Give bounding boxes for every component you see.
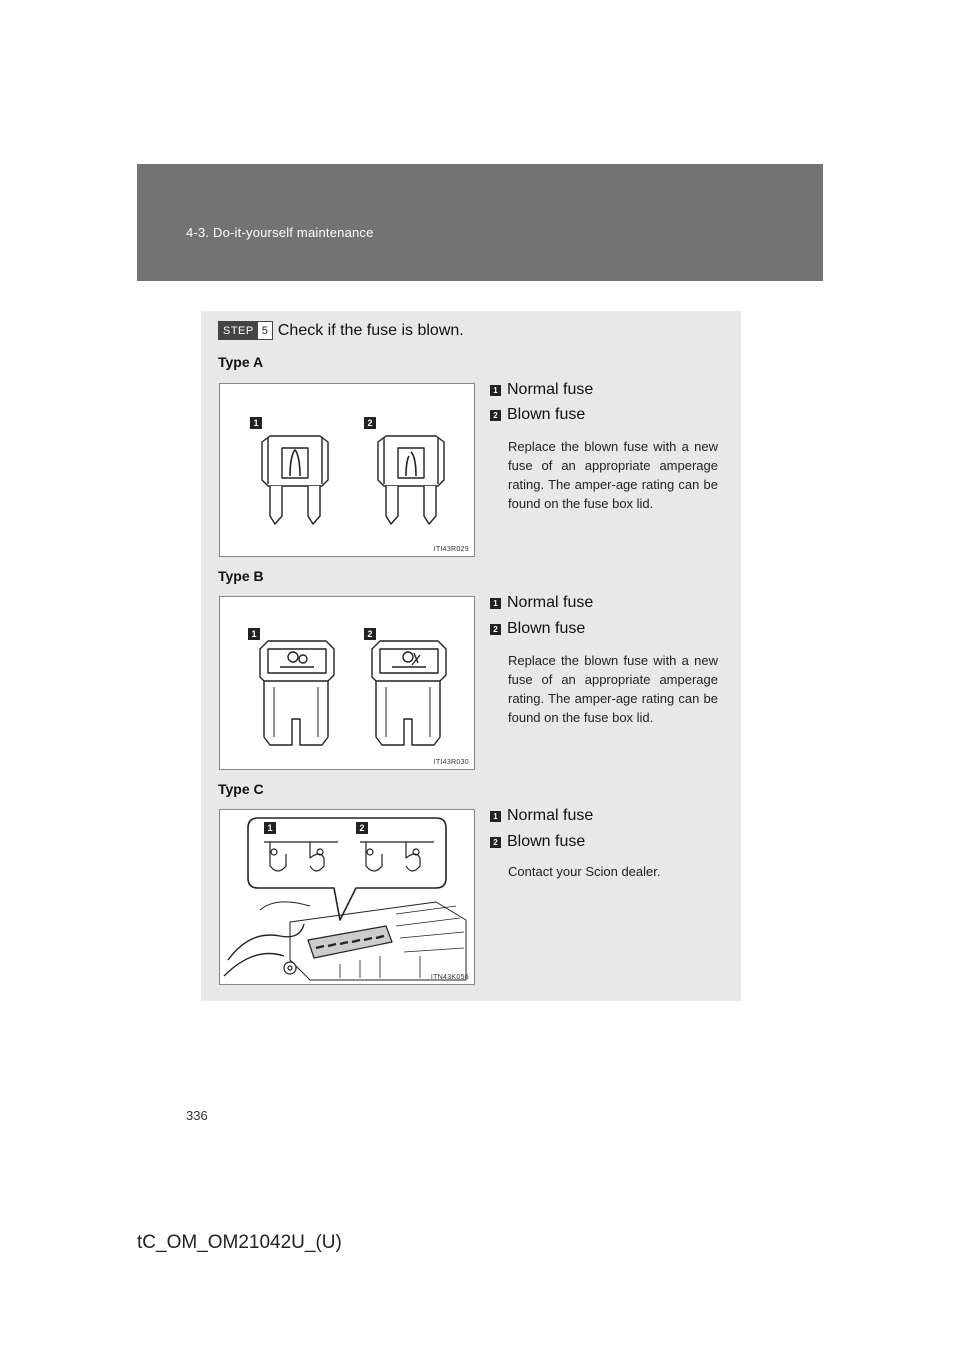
- type-c-note: Contact your Scion dealer.: [508, 864, 661, 879]
- step-badge: [218, 321, 273, 340]
- fuse-box-illustration: [220, 810, 474, 984]
- type-a-figure: [219, 383, 475, 557]
- type-c-figure: [219, 809, 475, 985]
- step-instruction: Check if the fuse is blown.: [277, 321, 464, 339]
- legend-marker: 2: [490, 624, 501, 635]
- callout-1-marker: 1: [264, 822, 276, 834]
- cartridge-fuse-illustration: [220, 597, 474, 769]
- callout-1-marker: 1: [250, 417, 262, 429]
- legend-marker: 1: [490, 385, 501, 396]
- type-c-heading: Type C: [218, 781, 264, 797]
- figure-code: ITI43R030: [433, 759, 469, 766]
- legend-marker: 2: [490, 410, 501, 421]
- figure-code: ITI43R029: [433, 546, 469, 553]
- callout-2-marker: 2: [364, 417, 376, 429]
- blade-fuse-illustration: [220, 384, 474, 556]
- step-label: STEP: [219, 322, 258, 339]
- legend-item-normal: [490, 807, 593, 825]
- legend-item-normal: [490, 594, 593, 612]
- legend-label: Normal fuse: [507, 594, 594, 611]
- step-number: 5: [258, 322, 272, 339]
- document-code: tC_OM_OM21042U_(U): [137, 1232, 342, 1253]
- callout-1-marker: 1: [248, 628, 260, 640]
- legend-marker: 1: [490, 598, 501, 609]
- legend-marker: 2: [490, 837, 501, 848]
- legend-label: Normal fuse: [507, 807, 594, 824]
- callout-2-marker: 2: [356, 822, 368, 834]
- type-b-note: Replace the blown fuse with a new fuse of an appropriate amperage rating. The amper-age rating can be found on the fuse box lid.: [508, 653, 718, 725]
- legend-item-blown: [490, 833, 585, 851]
- figure-code: ITN43K056: [430, 974, 469, 981]
- legend-label: Blown fuse: [507, 620, 586, 637]
- legend-label: Blown fuse: [507, 833, 586, 850]
- callout-2-marker: 2: [364, 628, 376, 640]
- legend-label: Normal fuse: [507, 381, 594, 398]
- type-a-heading: Type A: [218, 354, 264, 370]
- type-a-note: Replace the blown fuse with a new fuse of an appropriate amperage rating. The amper-age rating can be found on the fuse box lid.: [508, 439, 718, 511]
- legend-item-normal: [490, 381, 593, 399]
- header-band: [137, 164, 823, 281]
- step-row: [218, 321, 464, 340]
- legend-item-blown: [490, 406, 585, 424]
- section-title: 4-3. Do-it-yourself maintenance: [186, 225, 374, 240]
- legend-marker: 1: [490, 811, 501, 822]
- page-number: 336: [186, 1108, 208, 1123]
- type-b-heading: Type B: [218, 568, 264, 584]
- type-b-figure: [219, 596, 475, 770]
- legend-label: Blown fuse: [507, 406, 586, 423]
- legend-item-blown: [490, 620, 585, 638]
